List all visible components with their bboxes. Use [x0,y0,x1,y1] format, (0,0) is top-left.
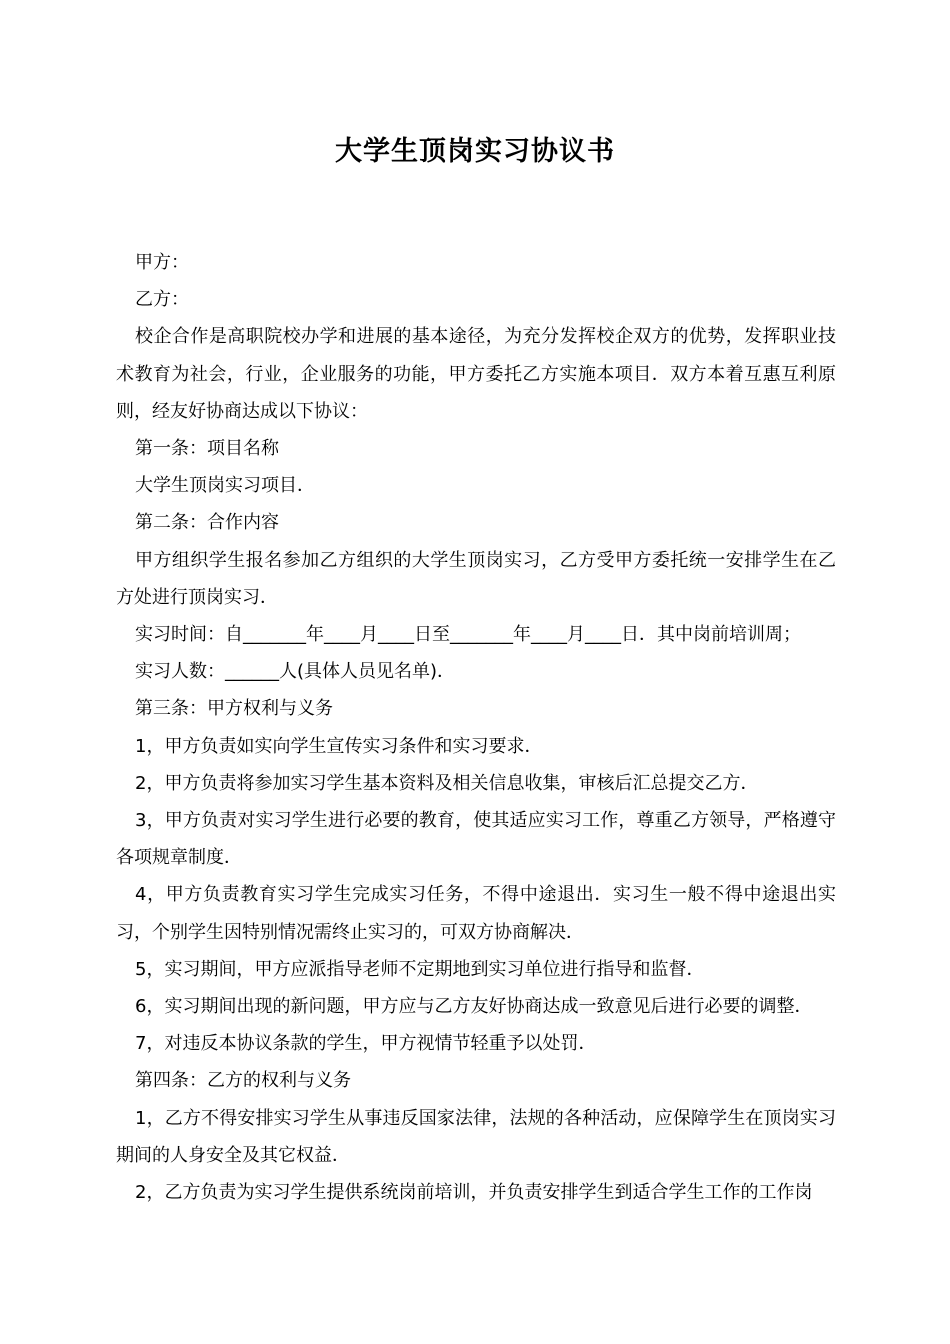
document-body [116,244,836,1211]
article-4-heading: 第四条：乙方的权利与义务 [135,1070,351,1092]
article-1-heading: 第一条：项目名称 [135,438,279,460]
article-1-content: 大学生顶岗实习项目． [135,475,315,497]
article-3-item-3: 3，甲方负责对实习学生进行必要的教育，使其适应实习工作，尊重乙方领导，严格遵守各项规章制度． [116,810,836,869]
preamble-paragraph: 校企合作是高职院校办学和进展的基本途径，为充分发挥校企双方的优势，发挥职业技术教育为社会，行业，企业服务的功能，甲方委托乙方实施本项目．双方本着互惠互利原则，经友好协商达成以下协议： [116,326,836,422]
document-title: 大学生顶岗实习协议书 [335,136,615,167]
article-2-content: 甲方组织学生报名参加乙方组织的大学生顶岗实习，乙方受甲方委托统一安排学生在乙方处进行顶岗实习． [116,549,836,608]
party-b-line: 乙方： [135,289,189,311]
article-3-item-5: 5，实习期间，甲方应派指导老师不定期地到实习单位进行指导和监督． [135,958,705,980]
article-3-item-7: 7，对违反本协议条款的学生，甲方视情节轻重予以处罚． [135,1033,597,1055]
article-3-item-1: 1，甲方负责如实向学生宣传实习条件和实习要求． [135,735,543,757]
article-3-item-4: 4，甲方负责教育实习学生完成实习任务，不得中途退出．实习生一般不得中途退出实习，个别学生因特别情况需终止实习的，可双方协商解决． [116,884,836,943]
article-3-item-6: 6，实习期间出现的新问题，甲方应与乙方友好协商达成一致意见后进行必要的调整． [135,996,813,1018]
article-4-item-2: 2，乙方负责为实习学生提供系统岗前培训，并负责安排学生到适合学生工作的工作岗 [135,1182,813,1204]
article-3-item-2: 2，甲方负责将参加实习学生基本资料及相关信息收集，审核后汇总提交乙方． [135,772,759,794]
internship-period-line: 实习时间：自_______年____月____日至_______年____月____日．其中岗前培训周； [135,624,801,646]
article-4-item-1: 1，乙方不得安排实习学生从事违反国家法律，法规的各种活动，应保障学生在顶岗实习期间的人身安全及其它权益． [116,1107,836,1166]
article-2-heading: 第二条：合作内容 [135,512,279,534]
party-a-line: 甲方： [135,252,189,273]
article-3-heading: 第三条：甲方权利与义务 [135,698,333,720]
internship-headcount-line: 实习人数：______人(具体人员见名单)． [135,661,456,683]
